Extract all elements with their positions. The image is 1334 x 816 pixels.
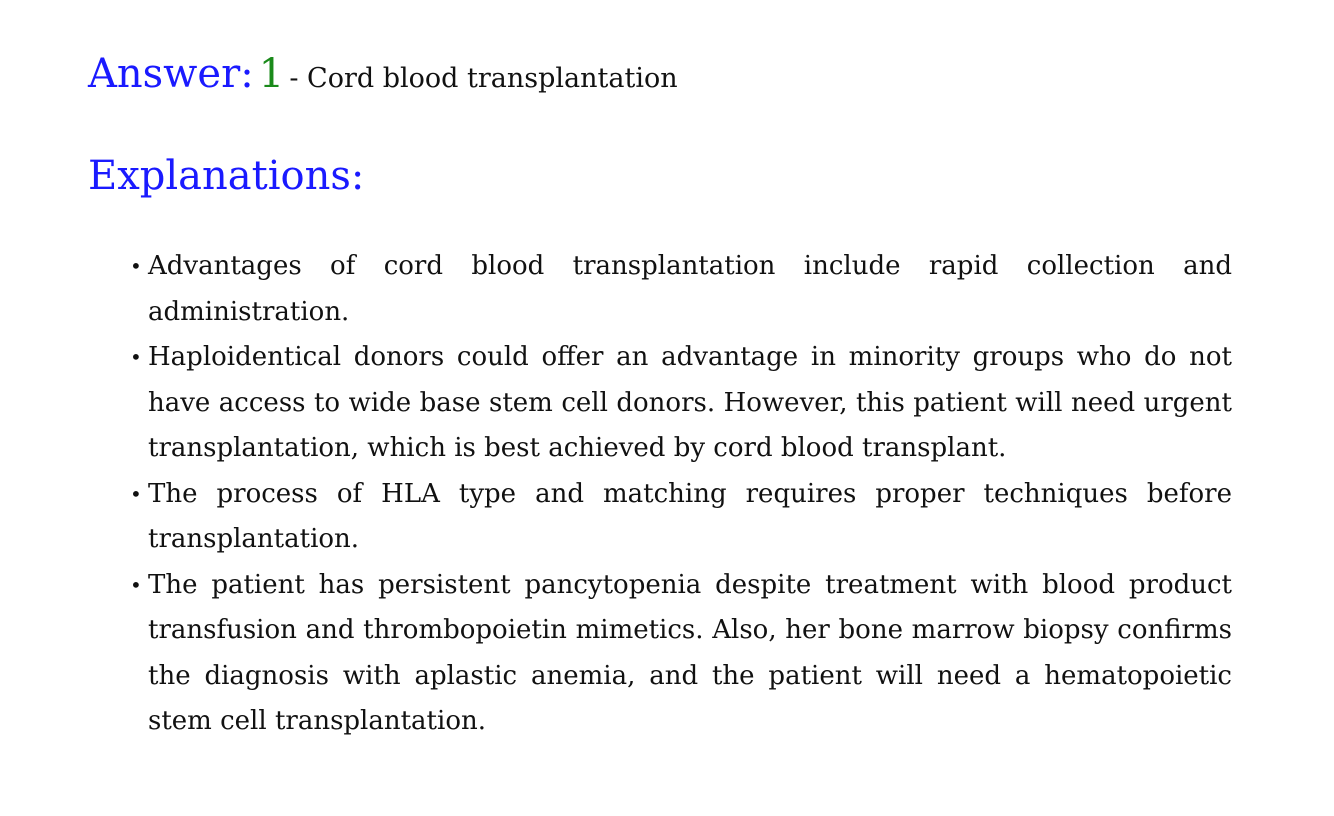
explanation-item: • The process of HLA type and matching requires proper techniques before transplantation. xyxy=(146,472,1232,563)
explanations-list xyxy=(88,244,1232,745)
answer-line xyxy=(88,46,1238,110)
answer-number: 1 xyxy=(258,51,285,97)
explanation-item: • Advantages of cord blood transplantation include rapid collection and administration. xyxy=(146,244,1232,335)
explanations-heading: Explanations: xyxy=(88,153,365,199)
explanation-item: • The patient has persistent pancytopenia despite treatment with blood product transfusion and thrombopoietin mimetics. Also, her bone marrow biopsy confirms the diagnosis with aplastic anemia, and the patient will need a hematopoietic stem cell transplantation. xyxy=(146,563,1232,745)
answer-text: - Cord blood transplantation xyxy=(289,63,678,94)
explanation-item: • Haploidentical donors could offer an advantage in minority groups who do not have access to wide base stem cell donors. However, this patient will need urgent transplantation, which is best achieved by cord blood transplant. xyxy=(146,335,1232,472)
answer-explanation-page xyxy=(88,46,1238,745)
answer-label: Answer: xyxy=(88,51,254,97)
